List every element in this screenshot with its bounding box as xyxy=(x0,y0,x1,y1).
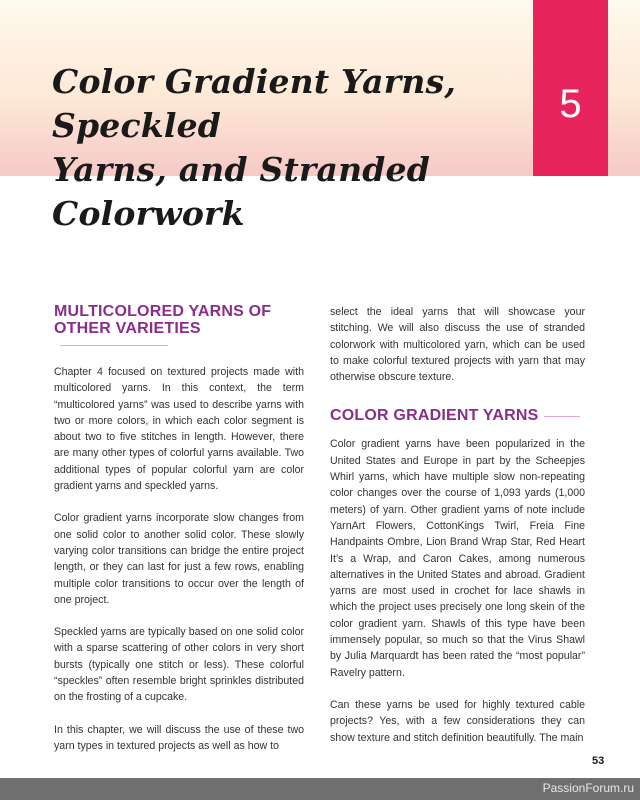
section-heading-text: COLOR GRADIENT YARNS xyxy=(330,407,539,425)
chapter-title xyxy=(52,60,522,236)
chapter-number-tab xyxy=(533,0,608,176)
paragraph: Color gradient yarns incorporate slow changes from one solid color to another solid color. These slowly varying color transitions can bridge the entire project length, or they can last for just a few rows, enabling multiple color transitions to occur over the length of one project. xyxy=(54,512,304,606)
watermark: PassionForum.ru xyxy=(542,781,634,795)
page-number: 53 xyxy=(592,755,605,767)
section-heading-line-1: MULTICOLORED YARNS OF xyxy=(54,303,272,320)
paragraph: Color gradient yarns have been popularized in the United States and Europe in part by the Scheepjes Whirl yarns, which have multiple slow non-repeating color changes over the course of 1,093 yards (1,000 meters) of yarn. Other gradient yarns of note include YarnArt Flowers, CottonKings Twirl, Freia Fine Handpaints Ombre, Lion Brand Wrap Star, Red Heart It’s a Wrap, and Caron Cakes, among numerous alternatives in the United States and abroad. Gradient yarns are most used in crochet for lace shawls in which the project uses precisely one long skein of the color gradient yarn. Shawls of this type have been immensely popular, so much so that the Virus Shawl by Julia Marquardt has been rated the “most popular” Ravelry pattern. xyxy=(330,438,585,679)
paragraph: select the ideal yarns that will showcase your stitching. We will also discuss the use of stranded colorwork with multicolored yarn, which can be used to make colorful textured projects with yarn that may otherwise obscure texture. xyxy=(330,306,585,384)
paragraph: In this chapter, we will discuss the use of these two yarn types in textured projects as well as how to xyxy=(54,723,304,752)
paragraph: Speckled yarns are typically based on one solid color with a sparse scattering of other colors in very short bursts (typically one stitch or less). These colorful “speckles” often resemble bright sprinkles distributed on the frosting of a cupcake. xyxy=(54,626,304,704)
paragraph: Chapter 4 focused on textured projects made with multicolored yarns. In this context, the term “multicolored yarns” was used to describe yarns with two or more colors, in which each color segment is about two to five stitches in length. However, there are many other types of colorful yarns available. Two additional types of popular colorful yarn are color gradient yarns and speckled yarns. xyxy=(54,366,304,493)
section-heading-line-2: OTHER VARIETIES xyxy=(54,320,201,337)
chapter-title-line-2: Yarns, and Stranded Colorwork xyxy=(52,150,431,233)
paragraph: Can these yarns be used for highly textured cable projects? Yes, with a few considerations they can show texture and stitch definition beautifully. The main xyxy=(330,698,585,744)
chapter-title-line-1: Color Gradient Yarns, Speckled xyxy=(52,62,457,145)
heading-rule xyxy=(60,345,168,346)
section-heading-multicolored xyxy=(54,303,304,354)
footer-bar xyxy=(0,778,640,800)
left-column xyxy=(54,303,304,770)
heading-rule xyxy=(544,416,580,417)
section-heading-gradient xyxy=(330,407,585,424)
right-column xyxy=(330,304,585,762)
chapter-number: 5 xyxy=(559,82,582,126)
